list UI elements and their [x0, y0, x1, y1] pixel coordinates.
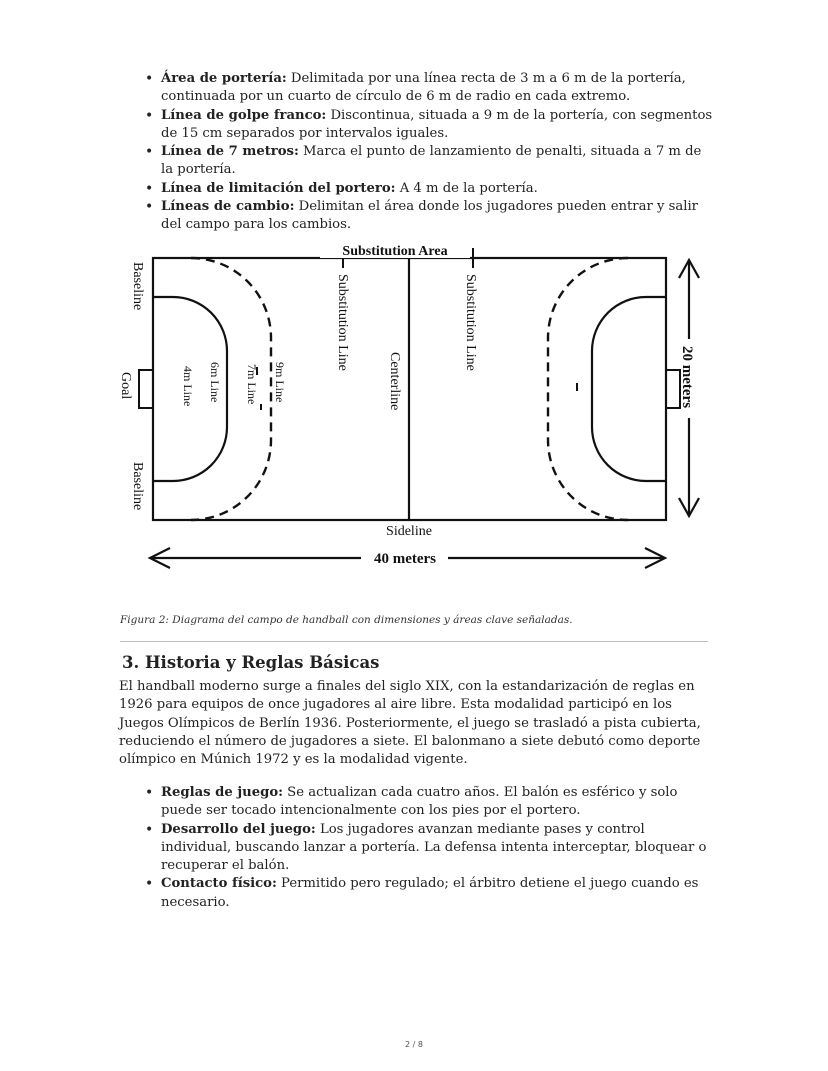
list-item-term: Línea de limitación del portero:: [161, 180, 396, 196]
court-lines-list: [145, 70, 715, 235]
baseline-bottom-label: Baseline: [130, 462, 145, 511]
substitution-line-right-label: Substitution Line: [463, 274, 478, 371]
nine-meter-line-label: 9m Line: [273, 362, 287, 403]
baseline-top-label: Baseline: [130, 262, 145, 311]
list-item-desc: Delimitada por una línea recta de 3 m a 6 m de la portería, continuada por un cuarto de círculo de 6 m de radio en cada extremo.: [161, 71, 686, 105]
list-item: [145, 198, 715, 235]
list-item-term: Área de portería:: [161, 71, 287, 86]
goal-right: [666, 370, 680, 408]
centerline-label: Centerline: [387, 352, 402, 411]
list-item-desc: Se actualizan cada cuatro años. El balón es esférico y solo puede ser tocado intencionalmente con los pies por el portero.: [161, 785, 678, 819]
page-number: 2 / 8: [405, 1040, 423, 1049]
list-item-term: Reglas de juego:: [161, 785, 283, 800]
section-divider: [120, 641, 708, 642]
list-item-term: Líneas de cambio:: [161, 199, 295, 215]
list-item: [145, 875, 715, 912]
section-paragraph: El handball moderno surge a finales del siglo XIX, con la estandarización de reglas en 1926 para equipos de once jugadores al aire libre. Esta modalidad participó en los Juegos Olímpicos de Berlín 1936. Posteriormente, el juego se trasladó a pista cubierta, reduciendo el número de jugadores a siete. El balonmano a siete debutó como deporte olímpico en Múnich 1972 y es la modalidad vigente.: [119, 679, 701, 768]
list-item: [145, 821, 715, 876]
list-item-term: Línea de golpe franco:: [161, 107, 327, 123]
list-item: [145, 180, 715, 198]
seven-meter-line-label: 7m Line: [245, 364, 259, 405]
list-item-term: Desarrollo del juego:: [161, 821, 316, 837]
six-meter-line-label: 6m Line: [208, 362, 222, 403]
list-item-term: Contacto físico:: [161, 876, 277, 892]
goal-label: Goal: [118, 372, 133, 400]
list-item: [145, 107, 715, 144]
substitution-line-left-label: Substitution Line: [335, 274, 350, 371]
list-item-term: Línea de 7 metros:: [161, 144, 299, 160]
figure-caption: Figura 2: Diagrama del campo de handball con dimensiones y áreas clave señaladas.: [120, 614, 573, 626]
list-item: [145, 143, 715, 180]
goal-left: [139, 370, 153, 408]
list-item-desc: Discontinua, situada a 9 m de la portería, con segmentos de 15 cm separados por intervalos iguales.: [161, 107, 713, 141]
goal-area-right: [592, 297, 666, 481]
list-item-desc: Marca el punto de lanzamiento de penalti, situada a 7 m de la portería.: [161, 144, 702, 178]
list-item: [145, 70, 715, 107]
four-meter-line-label: 4m Line: [181, 366, 195, 407]
list-item-desc: Delimitan el área donde los jugadores pueden entrar y salir del campo para los cambios.: [161, 199, 698, 233]
list-item-desc: Permitido pero regulado; el árbitro detiene el juego cuando es necesario.: [161, 876, 699, 910]
list-item-desc: Los jugadores avanzan mediante pases y control individual, buscando lanzar a portería. La defensa intenta interceptar, bloquear o recuperar el balón.: [161, 821, 707, 874]
width-dimension-label: 20 meters: [679, 346, 695, 409]
list-item-desc: A 4 m de la portería.: [395, 180, 538, 196]
substitution-area-label: Substitution Area: [342, 244, 448, 259]
section-heading: 3. Historia y Reglas Básicas: [122, 653, 380, 672]
length-dimension-label: 40 meters: [373, 551, 437, 567]
sideline-label: Sideline: [386, 524, 432, 539]
handball-court-diagram: [118, 240, 708, 580]
list-item: [145, 784, 715, 821]
free-throw-line-right: [548, 258, 628, 520]
rules-list: [145, 784, 715, 912]
